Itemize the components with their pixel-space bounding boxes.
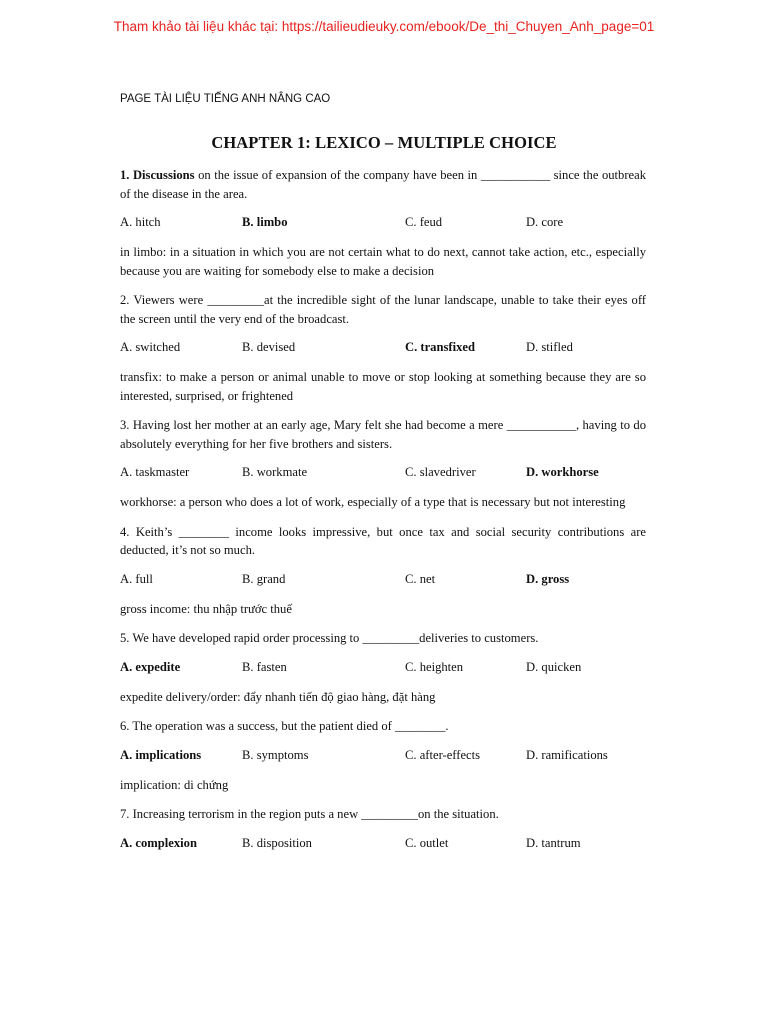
option-a: A. taskmaster bbox=[120, 465, 190, 479]
options-row bbox=[120, 213, 646, 231]
options-row bbox=[120, 658, 646, 676]
question-lead: 1. Discussions bbox=[120, 168, 195, 182]
option-b: B. devised bbox=[242, 340, 296, 354]
options-row bbox=[120, 570, 646, 588]
question-text: 3. Having lost her mother at an early age, Mary felt she had become a mere ___________, having to do absolutely everything for her five brothers and sisters. bbox=[120, 418, 646, 451]
chapter-title: CHAPTER 1: LEXICO – MULTIPLE CHOICE bbox=[211, 133, 557, 152]
option-c: C. after-effects bbox=[405, 747, 481, 762]
option-b: B. workmate bbox=[242, 465, 308, 479]
options-row bbox=[120, 463, 646, 481]
option-a: A. full bbox=[120, 571, 153, 586]
option-b: B. fasten bbox=[242, 659, 287, 674]
question-text: 2. Viewers were _________at the incredible sight of the lunar landscape, unable to take their eyes off the screen until the very end of the broadcast. bbox=[120, 293, 646, 326]
page-label: PAGE TÀI LIỆU TIẾNG ANH NÂNG CAO bbox=[120, 93, 331, 105]
option-d: D. stifled bbox=[526, 340, 573, 354]
option-c: C. feud bbox=[405, 215, 443, 229]
option-a: A. switched bbox=[120, 340, 181, 354]
header-reference-link[interactable] bbox=[0, 19, 768, 34]
option-a: A. implications bbox=[120, 747, 202, 762]
option-d: D. tantrum bbox=[526, 835, 581, 850]
answer-note: transfix: to make a person or animal unable to move or stop looking at something because they are so interested, surprised, or frightened bbox=[120, 370, 646, 403]
question-item bbox=[120, 166, 646, 280]
question-text: 4. Keith’s ________ income looks impressive, but once tax and social security contributions are deducted, it’s not so much. bbox=[120, 524, 646, 557]
option-b: B. disposition bbox=[242, 835, 312, 850]
option-c: C. slavedriver bbox=[405, 465, 476, 479]
options-row bbox=[120, 338, 646, 356]
question-item bbox=[120, 416, 646, 512]
option-b: B. symptoms bbox=[242, 747, 309, 762]
option-c: C. outlet bbox=[405, 835, 449, 850]
question-text: 1. Discussions on the issue of expansion of the company have been in ___________ since the outbreak of the disease in the area. bbox=[120, 168, 647, 201]
answer-note: workhorse: a person who does a lot of work, especially of a type that is necessary but not interesting bbox=[120, 495, 626, 509]
option-a: A. complexion bbox=[120, 835, 197, 850]
options-row bbox=[120, 834, 646, 852]
option-c: C. heighten bbox=[405, 659, 464, 674]
answer-note: in limbo: in a situation in which you are not certain what to do next, cannot take action, etc., especially because you are waiting for somebody else to make a decision bbox=[120, 245, 646, 278]
option-c: C. net bbox=[405, 571, 436, 586]
answer-note: gross income: thu nhập trước thuế bbox=[120, 601, 292, 616]
reference-link[interactable]: Tham khảo tài liệu khác tại: https://tailieudieuky.com/ebook/De_thi_Chuyen_Anh_page=01 bbox=[113, 19, 655, 34]
option-a: A. expedite bbox=[120, 659, 181, 674]
question-text: 5. We have developed rapid order processing to _________deliveries to customers. bbox=[120, 631, 539, 645]
option-c: C. transfixed bbox=[405, 340, 475, 354]
option-d: D. gross bbox=[526, 571, 570, 586]
question-item bbox=[120, 717, 646, 794]
option-d: D. ramifications bbox=[526, 747, 608, 762]
question-list bbox=[120, 166, 646, 864]
option-d: D. core bbox=[526, 215, 564, 229]
answer-note: expedite delivery/order: đẩy nhanh tiến độ giao hàng, đặt hàng bbox=[120, 689, 436, 704]
question-item bbox=[120, 805, 646, 852]
option-b: B. grand bbox=[242, 571, 286, 586]
question-text: 6. The operation was a success, but the patient died of ________. bbox=[120, 719, 449, 733]
option-a: A. hitch bbox=[120, 215, 161, 229]
option-d: D. quicken bbox=[526, 659, 582, 674]
option-b: B. limbo bbox=[242, 215, 288, 229]
answer-note: implication: di chứng bbox=[120, 777, 229, 792]
question-item bbox=[120, 629, 646, 706]
option-d: D. workhorse bbox=[526, 465, 599, 479]
question-item bbox=[120, 523, 646, 619]
question-text: 7. Increasing terrorism in the region puts a new _________on the situation. bbox=[120, 807, 499, 821]
question-item bbox=[120, 291, 646, 405]
options-row bbox=[120, 746, 646, 764]
